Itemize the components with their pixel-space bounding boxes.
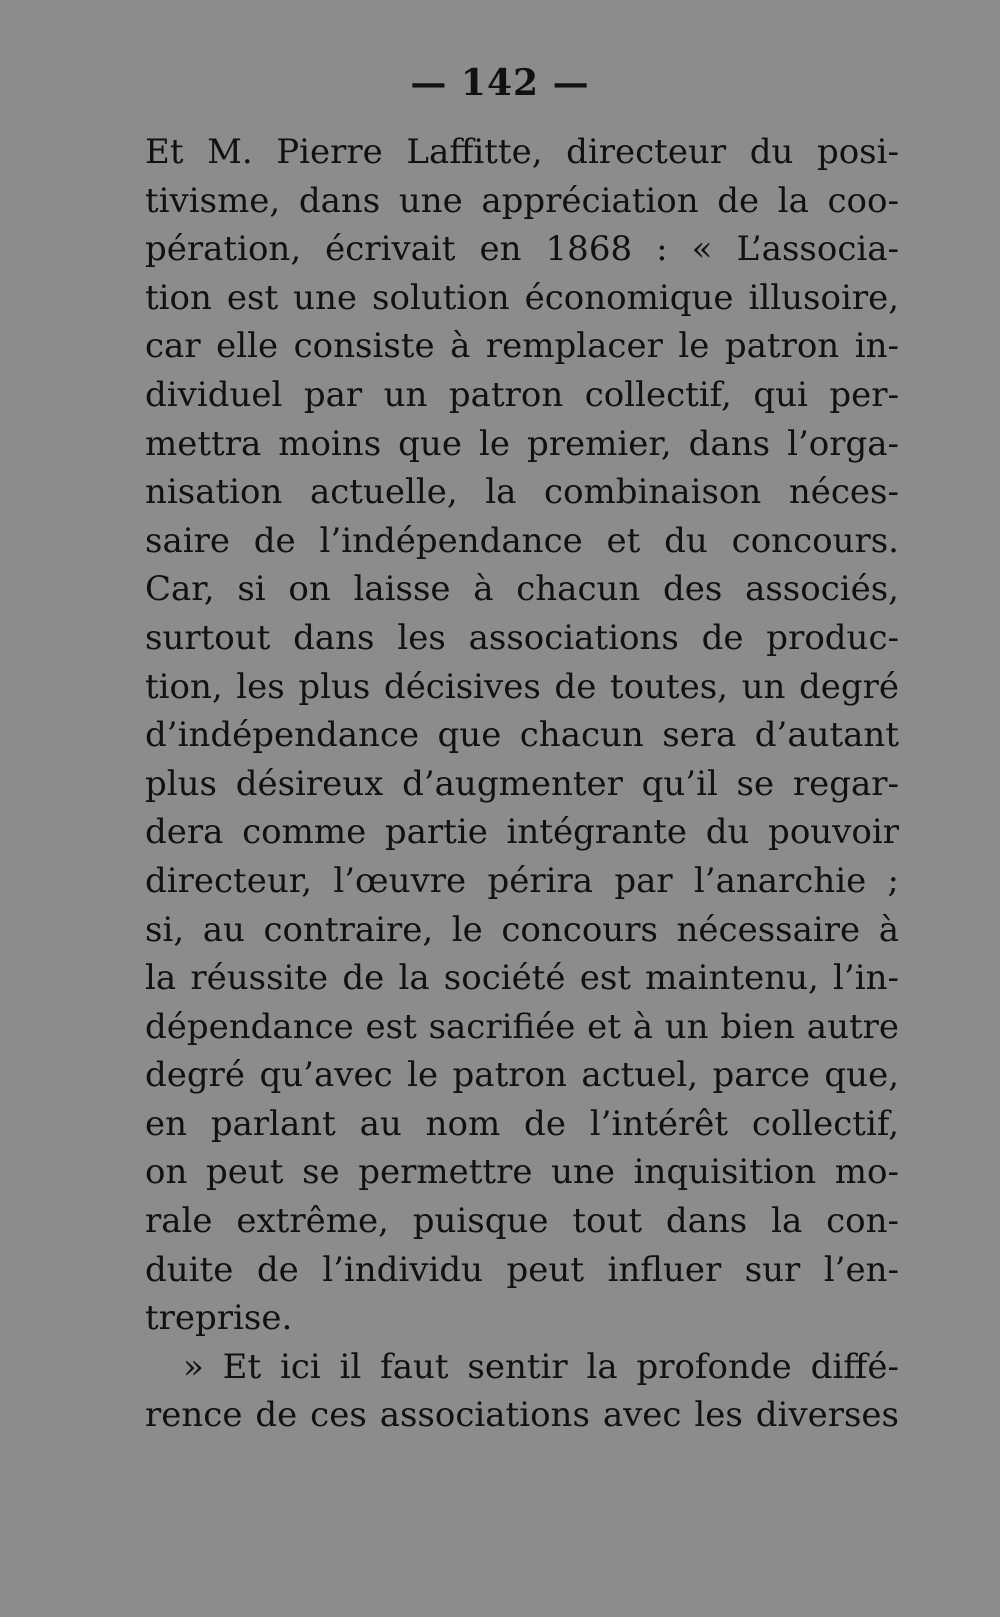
text-line: dividuel par un patron collectif, qui per- bbox=[145, 374, 899, 415]
text-line: pération, écrivait en 1868 : « L’associa- bbox=[145, 229, 899, 270]
text-line: tion est une solution économique illusoire, bbox=[145, 277, 899, 318]
body-text bbox=[145, 128, 899, 1440]
text-line: saire de l’indépendance et du concours. bbox=[145, 520, 899, 561]
text-line: d’indépendance que chacun sera d’autant bbox=[145, 715, 899, 756]
text-line: tion, les plus décisives de toutes, un degré bbox=[145, 666, 899, 707]
text-line: mettra moins que le premier, dans l’orga- bbox=[145, 423, 899, 464]
text-line: directeur, l’œuvre périra par l’anarchie ; bbox=[145, 860, 899, 901]
page-number: — 142 — bbox=[410, 62, 590, 104]
text-line: on peut se permettre une inquisition mo- bbox=[145, 1152, 899, 1193]
text-line: tivisme, dans une appréciation de la coo- bbox=[145, 180, 899, 221]
text-line: la réussite de la société est maintenu, l’in- bbox=[145, 958, 899, 999]
text-line: rale extrême, puisque tout dans la con- bbox=[145, 1201, 899, 1242]
text-line: Et M. Pierre Laffitte, directeur du posi- bbox=[145, 132, 899, 172]
text-line: Car, si on laisse à chacun des associés, bbox=[145, 569, 899, 610]
text-line: degré qu’avec le patron actuel, parce que, bbox=[145, 1055, 899, 1096]
text-line: car elle consiste à remplacer le patron in- bbox=[145, 326, 899, 367]
text-line: dera comme partie intégrante du pouvoir bbox=[145, 812, 899, 853]
text-line: treprise. bbox=[145, 1298, 293, 1339]
text-line: nisation actuelle, la combinaison néces- bbox=[145, 472, 899, 513]
text-line: plus désireux d’augmenter qu’il se regar- bbox=[145, 763, 899, 804]
text-line: surtout dans les associations de produc- bbox=[145, 617, 899, 658]
text-line: » Et ici il faut sentir la profonde diffé- bbox=[183, 1346, 899, 1387]
text-line: duite de l’individu peut influer sur l’en- bbox=[145, 1249, 899, 1290]
text-line: dépendance est sacrifiée et à un bien autre bbox=[145, 1006, 899, 1047]
text-line: rence de ces associations avec les diverses bbox=[145, 1395, 899, 1436]
text-line: si, au contraire, le concours nécessaire à bbox=[145, 909, 899, 950]
text-line: en parlant au nom de l’intérêt collectif, bbox=[145, 1103, 899, 1144]
